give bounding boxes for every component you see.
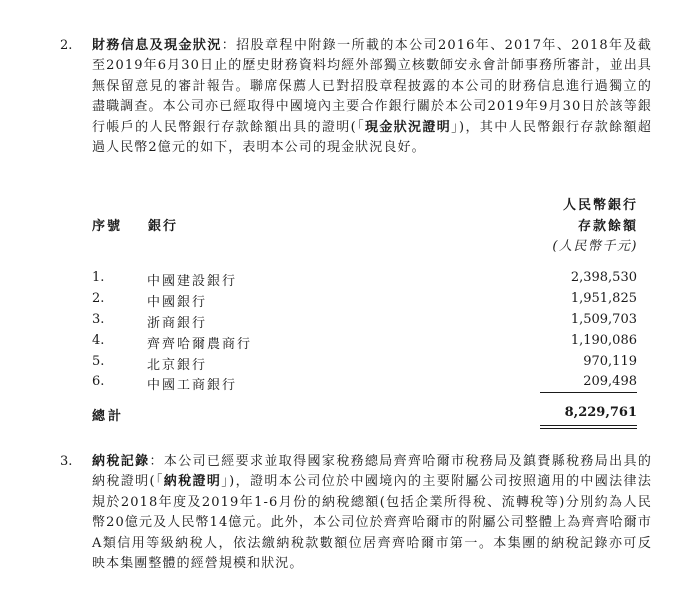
amount-header-line1: 人民幣銀行: [562, 198, 638, 213]
amount-header-line2: 存款餘額: [577, 219, 638, 234]
bank-name: 齊齊哈爾農商行: [147, 337, 253, 352]
total-label: 總計: [92, 409, 125, 424]
table-row: [92, 312, 637, 332]
section-3-body-start: ：本公司已經要求並取得國家稅務總局齊齊哈爾市稅務局及鎮賚縣稅務局出具的納稅證明(「: [92, 454, 652, 490]
row-number: 6.: [92, 374, 105, 389]
row-number: 4.: [92, 333, 105, 348]
table-row: [92, 291, 637, 311]
bank-header: 銀行: [148, 219, 179, 234]
total-row: [92, 405, 637, 425]
amount-unit-label: (人民幣千元): [552, 239, 638, 254]
row-number: 1.: [92, 270, 105, 285]
section-3-body-end: 」)，證明本公司位於中國境內的主要附屬公司按照適用的中國法律法規於2018年度及2019年1-6月份的納稅總額(包括企業所得稅、流轉稅等)分別約為人民幣20億元及人民幣14億元。此外，本公司位於齊齊哈爾市的附屬公司整體上為齊齊哈爾市A類信用等級納稅人，依法繳納稅款數額位居齊齊哈爾市第一。本集團的納稅記錄亦可反映本集團整體的經營規模和狀況。: [92, 474, 653, 572]
bank-name: 中國工商銀行: [147, 378, 238, 393]
total-rule-top: [540, 425, 637, 426]
bank-name: 中國建設銀行: [147, 274, 238, 289]
section-3-number: 3.: [60, 454, 73, 469]
deposit-amount: 2,398,530: [570, 270, 637, 285]
total-rule-bottom: [540, 428, 637, 429]
deposit-amount: 1,190,086: [570, 333, 637, 348]
deposit-amount: 1,951,825: [570, 291, 637, 306]
section-2-paragraph: [92, 36, 652, 158]
cash-certificate-name: 現金狀況證明: [364, 119, 452, 135]
table-row: [92, 270, 637, 290]
total-amount: 8,229,761: [564, 405, 637, 420]
serial-number-header: 序號: [92, 219, 123, 234]
table-row: [92, 333, 637, 353]
bank-name: 浙商銀行: [147, 316, 208, 331]
section-2-number: 2.: [60, 38, 73, 53]
deposit-amount: 209,498: [583, 374, 637, 389]
section-3-title: 納稅記錄: [92, 454, 150, 469]
row-number: 5.: [92, 354, 105, 369]
table-row: [92, 374, 637, 394]
subtotal-rule: [540, 392, 637, 393]
section-3-paragraph: [92, 452, 652, 574]
row-number: 3.: [92, 312, 105, 327]
tax-certificate-name: 納稅證明: [163, 474, 222, 490]
bank-name: 中國銀行: [147, 295, 208, 310]
deposit-amount: 1,509,703: [570, 312, 637, 327]
section-2-body-end: 」)，其中人民幣銀行存款餘額超過人民幣2億元的如下，表明本公司的現金狀況良好。: [92, 119, 653, 156]
bank-name: 北京銀行: [147, 358, 208, 373]
row-number: 2.: [92, 291, 105, 306]
table-row: [92, 354, 637, 374]
section-2-title: 財務信息及現金狀況: [92, 38, 222, 53]
deposit-amount: 970,119: [583, 354, 637, 369]
section-2-body-start: ：招股章程中附錄一所載的本公司2016年、2017年、2018年及截至2019年6月30日止的歷史財務資料均經外部獨立核數師安永會計師事務所審計，並出具無保留意見的審計報告。聯席保薦人已對招股章程披露的本公司的財務信息進行過獨立的盡職調查。本公司亦已經取得中國境內主要合作銀行關於本公司2019年9月30日於該等銀行帳戶的人民幣銀行存款餘額出具的證明(「: [92, 38, 652, 135]
